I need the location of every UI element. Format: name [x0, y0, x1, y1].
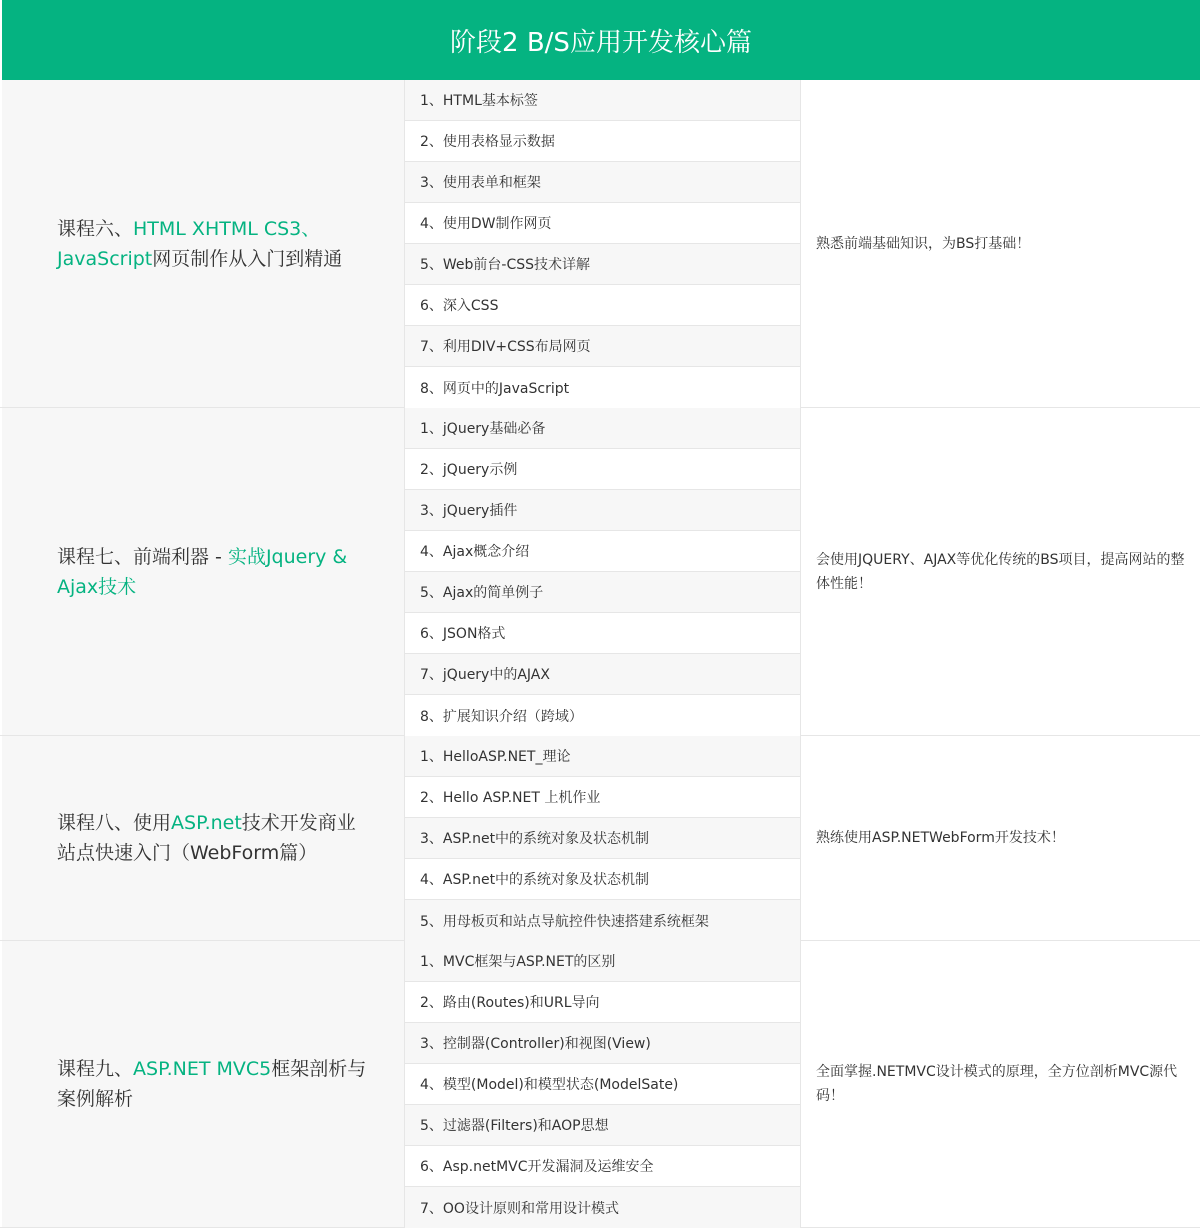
course-title — [2, 941, 404, 1227]
lesson-item: 1、HTML基本标签 — [405, 80, 800, 121]
course-title-text: 网页制作从入门到精通 — [152, 247, 343, 270]
lesson-item: 2、路由(Routes)和URL导向 — [405, 982, 800, 1023]
lesson-item: 6、Asp.netMVC开发漏洞及运维安全 — [405, 1146, 800, 1187]
course-title-text: 课程八、使用 — [57, 812, 172, 834]
learning-goal — [801, 941, 1200, 1227]
lesson-item: 3、jQuery插件 — [405, 490, 800, 531]
lesson-item: 6、深入CSS — [405, 285, 800, 326]
lesson-item: 4、模型(Model)和模型状态(ModelSate) — [405, 1064, 800, 1105]
learning-goal-text: 全面掌握.NETMVC设计模式的原理，全方位剖析MVC源代码！ — [816, 1064, 1178, 1104]
lesson-list — [404, 941, 801, 1228]
lesson-item: 6、JSON格式 — [405, 613, 800, 654]
stage-title: 阶段2 B/S应用开发核心篇 — [450, 27, 752, 58]
course-title — [2, 408, 404, 735]
lesson-item: 3、使用表单和框架 — [405, 162, 800, 203]
course-title-text: 框架剖析与案例解析 — [57, 1058, 367, 1110]
lesson-item: 5、Web前台-CSS技术详解 — [405, 244, 800, 285]
learning-goal-text: 会使用JQUERY、AJAX等优化传统的BS项目，提高网站的整体性能！ — [816, 551, 1185, 592]
course-title-highlight: HTML XHTML CS3、JavaScript — [57, 217, 321, 270]
lesson-item: 1、MVC框架与ASP.NET的区别 — [405, 941, 800, 982]
lesson-item: 4、使用DW制作网页 — [405, 203, 800, 244]
course-title-text: 课程六、 — [57, 217, 134, 240]
curriculum-table — [0, 80, 1200, 1228]
lesson-item: 7、jQuery中的AJAX — [405, 654, 800, 695]
course-title-highlight: 实战Jquery & Ajax技术 — [57, 545, 348, 598]
lesson-item: 1、jQuery基础必备 — [405, 408, 800, 449]
stage-header — [2, 0, 1200, 80]
lesson-item: 2、使用表格显示数据 — [405, 121, 800, 162]
lesson-item: 7、利用DIV+CSS布局网页 — [405, 326, 800, 367]
lesson-item: 5、用母板页和站点导航控件快速搭建系统框架 — [405, 900, 800, 941]
course-title — [2, 80, 404, 407]
course-title — [2, 736, 404, 940]
lesson-list — [404, 80, 801, 408]
lesson-item: 2、Hello ASP.NET 上机作业 — [405, 777, 800, 818]
course-title-highlight: ASP.net — [171, 812, 242, 834]
lesson-item: 7、OO设计原则和常用设计模式 — [405, 1187, 800, 1228]
lesson-item: 3、控制器(Controller)和视图(View) — [405, 1023, 800, 1064]
lesson-item: 2、jQuery示例 — [405, 449, 800, 490]
lesson-item: 8、网页中的JavaScript — [405, 367, 800, 408]
lesson-item: 5、过滤器(Filters)和AOP思想 — [405, 1105, 800, 1146]
lesson-item: 3、ASP.net中的系统对象及状态机制 — [405, 818, 800, 859]
lesson-list — [404, 408, 801, 736]
course-title-text: 课程九、 — [57, 1058, 134, 1080]
learning-goal-text: 熟练使用ASP.NETWebForm开发技术！ — [816, 830, 1065, 846]
course-section — [0, 941, 1200, 1228]
lesson-item: 8、扩展知识介绍（跨域） — [405, 695, 800, 736]
course-title-highlight: ASP.NET MVC5 — [133, 1058, 272, 1080]
learning-goal-text: 熟悉前端基础知识，为BS打基础！ — [816, 235, 1031, 252]
course-section — [0, 80, 1200, 408]
learning-goal — [801, 736, 1200, 940]
lesson-list — [404, 736, 801, 941]
lesson-item: 1、HelloASP.NET_理论 — [405, 736, 800, 777]
course-title-text: 课程七、前端利器 - — [57, 545, 228, 568]
course-section — [0, 408, 1200, 736]
learning-goal — [801, 408, 1200, 735]
course-section — [0, 736, 1200, 941]
lesson-item: 4、Ajax概念介绍 — [405, 531, 800, 572]
lesson-item: 4、ASP.net中的系统对象及状态机制 — [405, 859, 800, 900]
course-title-text: 技术开发商业站点快速入门（WebForm篇） — [57, 812, 356, 864]
learning-goal — [801, 80, 1200, 407]
lesson-item: 5、Ajax的简单例子 — [405, 572, 800, 613]
